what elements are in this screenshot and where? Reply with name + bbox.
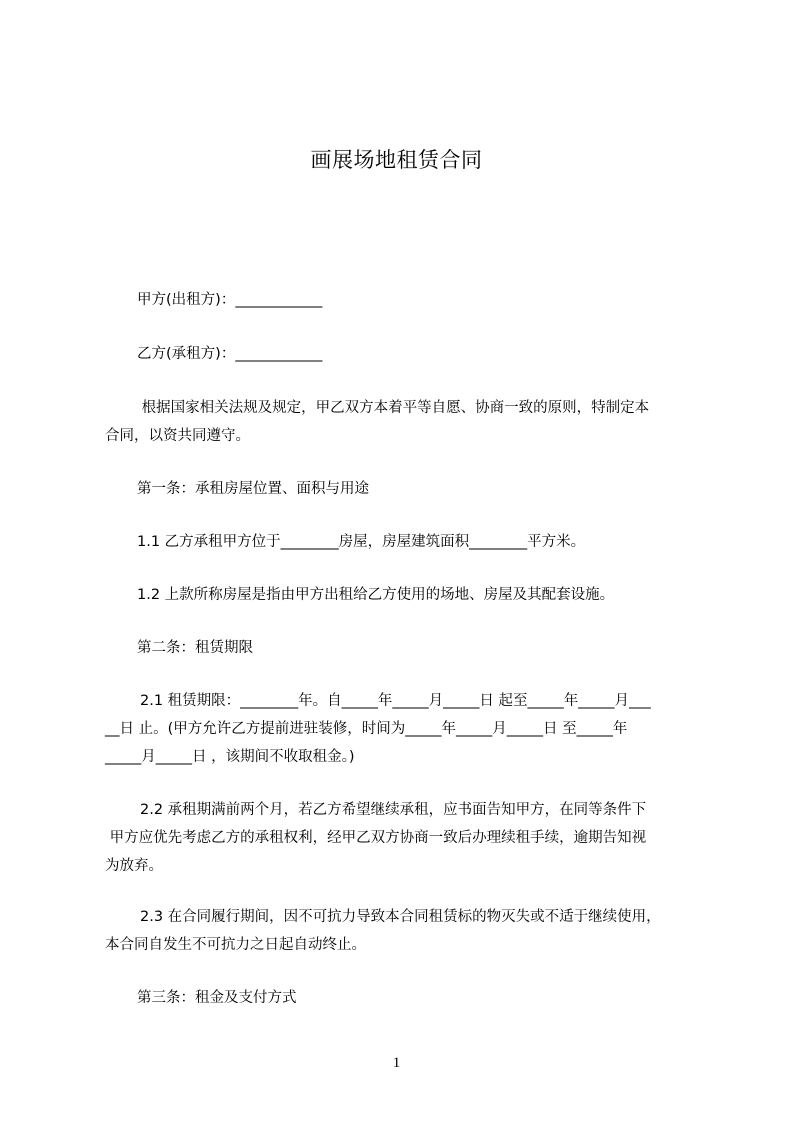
clause-1-2: 1.2 上款所称房屋是指由甲方出租给乙方使用的场地、房屋及其配套设施。 — [137, 587, 615, 603]
clause-1-1: 1.1 乙方承租甲方位于________房屋，房屋建筑面积________平方米。 — [137, 534, 586, 550]
preamble-line-1: 根据国家相关法规及规定，甲乙双方本着平等自愿、协商一致的原则，特制定本 — [137, 400, 650, 416]
page-number: 1 — [392, 1055, 401, 1071]
document-title: 画展场地租赁合同 — [310, 148, 483, 172]
clause-2-3-line-1: 2.3 在合同履行期间，因不可抗力导致本合同租赁标的物灭失或不适于继续使用， — [140, 909, 661, 925]
article-1-heading: 第一条：承租房屋位置、面积与用途 — [137, 481, 369, 497]
clause-2-2-line-2: 甲方应优先考虑乙方的承租权利，经甲乙双方协商一致后办理续租手续，逾期告知视 — [105, 830, 647, 846]
clause-2-3-line-2: 本合同自发生不可抗力之日起自动终止。 — [105, 937, 366, 953]
clause-2-2-line-1: 2.2 承租期满前两个月，若乙方希望继续承租，应书面告知甲方，在同等条件下 — [140, 802, 647, 818]
clause-2-1-line-3: _____月_____日 ，该期间不收取租金。) — [105, 749, 355, 765]
clause-2-2-line-3: 为放弃。 — [105, 858, 163, 874]
article-3-heading: 第三条：租金及支付方式 — [137, 990, 297, 1006]
article-2-heading: 第二条：租赁期限 — [137, 640, 253, 656]
preamble-line-2: 合同，以资共同遵守。 — [105, 428, 250, 444]
clause-2-1-line-2: __日 止。(甲方允许乙方提前进驻装修，时间为_____年_____月_____日 至_____年 — [105, 721, 628, 737]
clause-2-1-line-1: 2.1 租赁期限：________年。自_____年_____月_____日 起至_____年_____月___ — [140, 693, 651, 709]
party-b-line: 乙方(承租方)：____________ — [137, 346, 323, 362]
party-a-line: 甲方(出租方)：____________ — [137, 292, 323, 308]
